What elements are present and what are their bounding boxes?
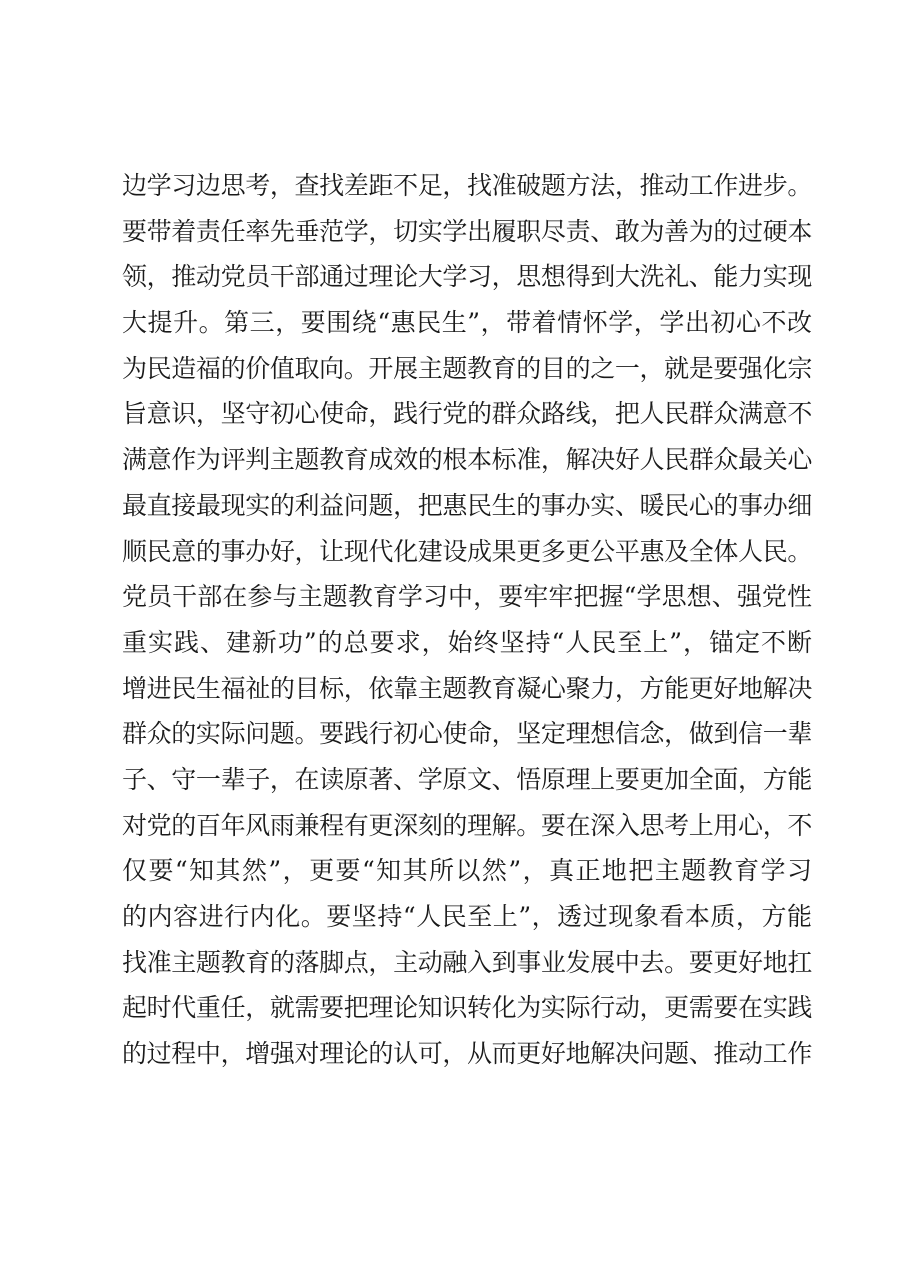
text-line-8: 最直接最现实的利益问题，把惠民生的事办实、暖民心的事办细	[122, 490, 812, 520]
text-line-19: 起时代重任，就需要把理论知识转化为实际行动，更需要在实践	[122, 993, 812, 1023]
text-line-4: 大提升。第三，要围绕“惠民生”，带着情怀学，学出初心不改	[122, 308, 812, 338]
text-line-5: 为民造福的价值取向。开展主题教育的目的之一，就是要强化宗	[122, 353, 812, 383]
text-line-7: 满意作为评判主题教育成效的根本标准，解决好人民群众最关心	[122, 445, 812, 475]
text-line-14: 子、守一辈子，在读原著、学原文、悟原理上要更加全面，方能	[122, 764, 812, 794]
text-line-6: 旨意识，坚守初心使命，践行党的群众路线，把人民群众满意不	[122, 399, 812, 429]
text-line-2: 要带着责任率先垂范学，切实学出履职尽责、敢为善为的过硬本	[122, 216, 812, 246]
text-line-15: 对党的百年风雨兼程有更深刻的理解。要在深入思考上用心，不	[122, 810, 812, 840]
text-line-13: 群众的实际问题。要践行初心使命，坚定理想信念，做到信一辈	[122, 719, 812, 749]
text-line-9: 顺民意的事办好，让现代化建设成果更多更公平惠及全体人民。	[122, 536, 812, 566]
text-line-20: 的过程中，增强对理论的认可，从而更好地解决问题、推动工作	[122, 1039, 812, 1069]
text-line-18: 找准主题教育的落脚点，主动融入到事业发展中去。要更好地扛	[122, 947, 812, 977]
body-text	[122, 163, 812, 1077]
text-line-16: 仅要“知其然”，更要“知其所以然”，真正地把主题教育学习	[122, 856, 812, 886]
text-line-1: 边学习边思考，查找差距不足，找准破题方法，推动工作进步。	[122, 171, 812, 200]
text-line-17: 的内容进行内化。要坚持“人民至上”，透过现象看本质，方能	[122, 902, 812, 931]
text-line-11: 重实践、建新功”的总要求，始终坚持“人民至上”，锚定不断	[122, 627, 812, 657]
text-line-12: 增进民生福祉的目标，依靠主题教育凝心聚力，方能更好地解决	[122, 673, 812, 703]
text-line-10: 党员干部在参与主题教育学习中，要牢牢把握“学思想、强党性	[122, 582, 812, 612]
text-line-3: 领，推动党员干部通过理论大学习，思想得到大洗礼、能力实现	[122, 262, 812, 292]
